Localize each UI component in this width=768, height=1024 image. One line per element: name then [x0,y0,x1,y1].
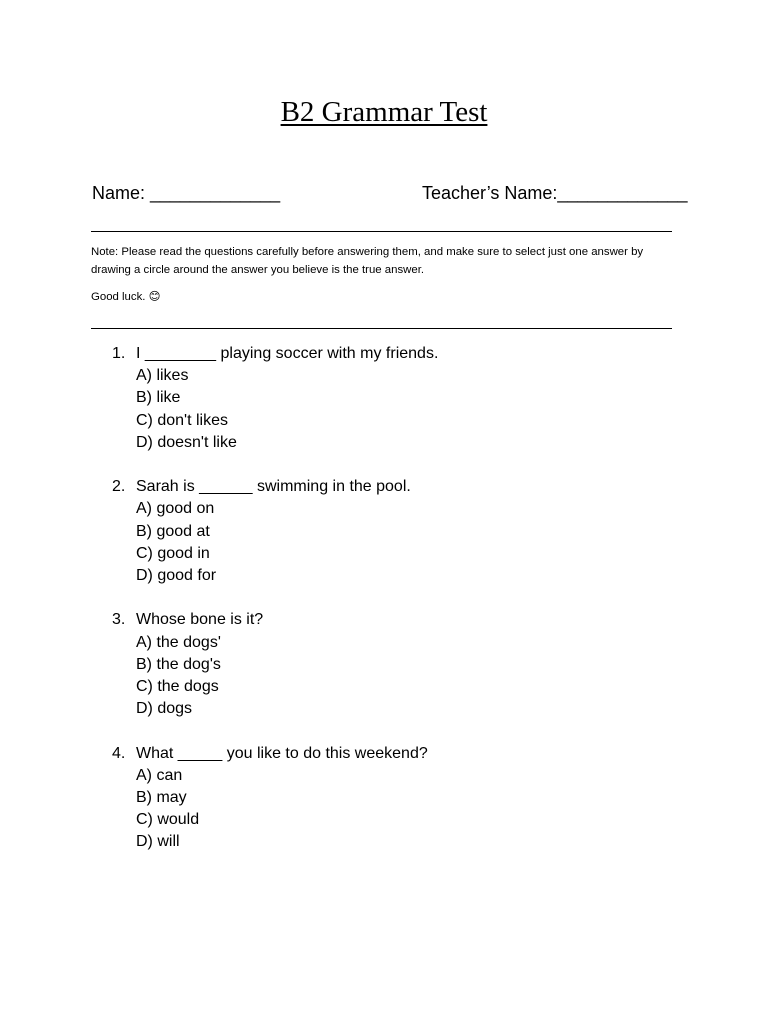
answer-options [136,498,670,587]
answer-option[interactable]: D) doesn't like [136,433,237,451]
question-number: 4. [112,744,126,762]
question-item [110,343,670,454]
question-number: 1. [112,345,126,362]
answer-option[interactable]: D) dogs [136,700,193,718]
question-item [110,609,670,720]
answer-option[interactable]: C) good in [136,544,210,562]
answer-option[interactable]: B) the dog's [136,655,221,673]
question-number: 2. [112,478,126,496]
answer-option[interactable]: A) likes [136,367,189,385]
answer-option[interactable]: A) the dogs' [136,633,221,651]
student-name-field: Name: _____________ [92,183,281,203]
answer-options [136,365,670,454]
answer-option[interactable]: C) don't likes [136,411,228,429]
answer-option[interactable]: C) the dogs [136,678,219,696]
answer-option[interactable]: B) may [136,789,187,807]
good-luck-text: Good luck. 😊 [91,291,161,303]
question-text: Whose bone is it? [136,611,264,629]
instructions-note: Note: Please read the questions carefully before answering them, and make sure to select just one answer by drawing a circle around the answer you believe is the true answer. [91,246,644,276]
question-text: I ________ playing soccer with my friends. [136,345,439,362]
answer-option[interactable]: B) good at [136,522,210,540]
question-number: 3. [112,611,126,629]
divider-top [91,231,672,232]
answer-option[interactable]: B) like [136,389,181,407]
answer-option[interactable]: A) good on [136,500,215,518]
page-title: B2 Grammar Test [280,96,488,128]
teacher-name-field: Teacher’s Name:_____________ [422,183,688,203]
question-item [110,743,670,854]
question-text: Sarah is ______ swimming in the pool. [136,478,411,496]
answer-option[interactable]: C) would [136,811,200,829]
answer-option[interactable]: A) can [136,766,183,784]
question-text: What _____ you like to do this weekend? [136,744,428,762]
question-list [110,343,670,876]
question-item [110,476,670,587]
answer-option[interactable]: D) will [136,833,180,851]
answer-options [136,765,670,854]
divider-bottom [91,328,672,329]
answer-options [136,632,670,721]
answer-option[interactable]: D) good for [136,567,217,585]
